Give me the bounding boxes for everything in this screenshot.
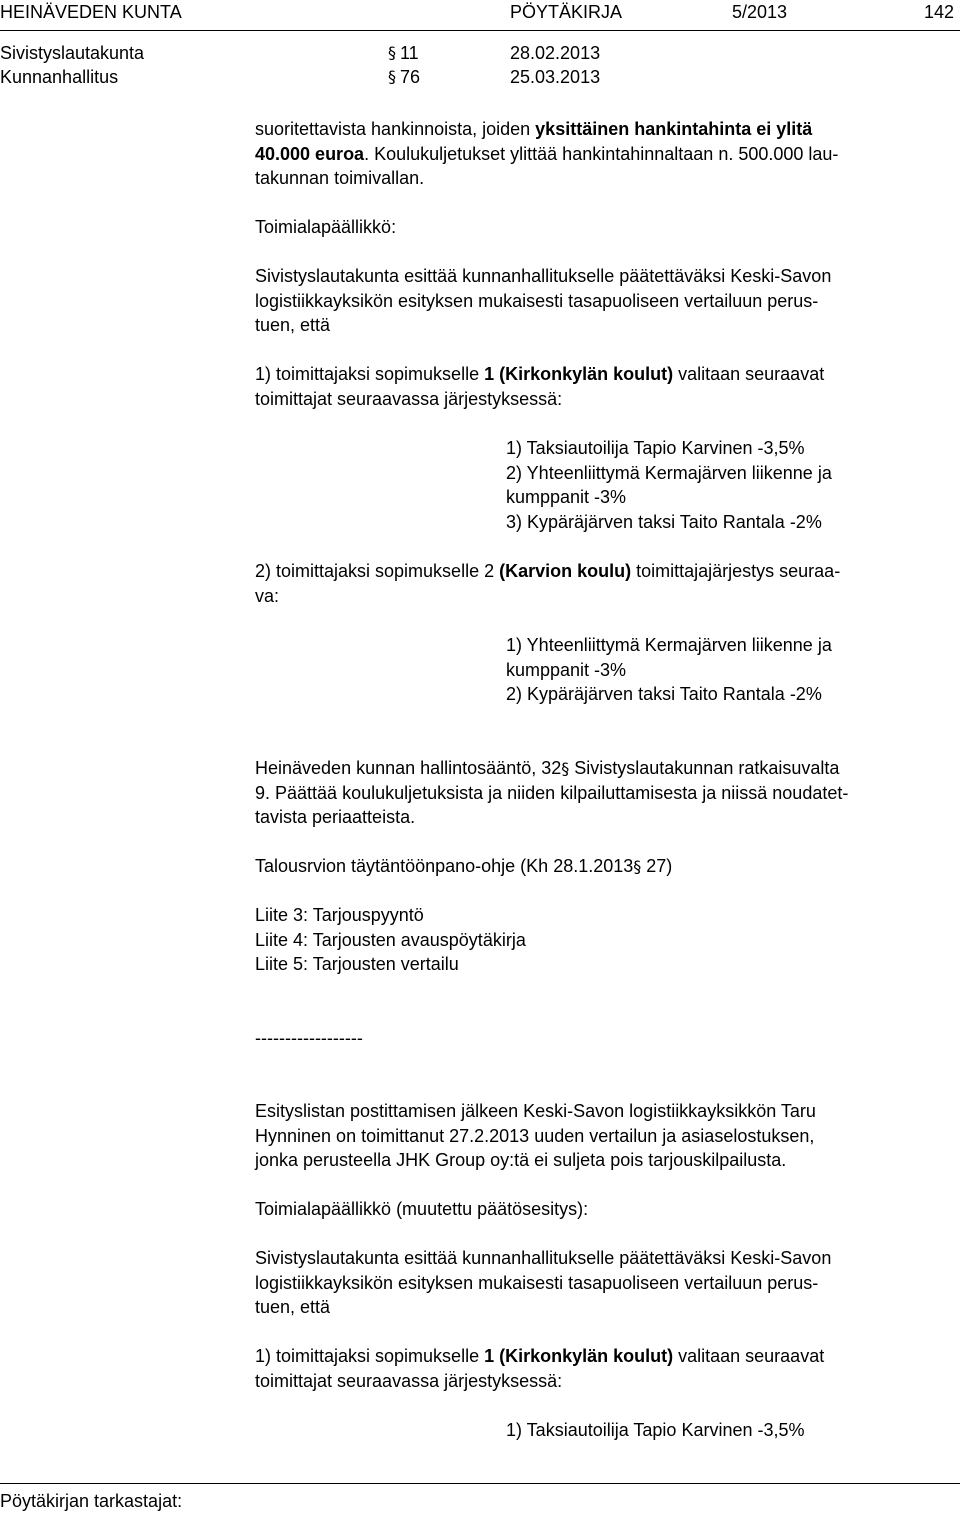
attachment-item: Liite 5: Tarjousten vertailu bbox=[255, 954, 459, 974]
contract-2-line-2: va: bbox=[255, 586, 280, 606]
intro-line-3: takunnan toimivallan. bbox=[255, 168, 425, 188]
amended-proposal-heading: Toimialapäällikkö (muutettu päätösesitys): bbox=[255, 1199, 589, 1219]
proposal-para-line: logistiikkayksikön esityksen mukaisesti tasapuoliseen vertailuun perus- bbox=[255, 291, 819, 311]
attachment-item: Liite 4: Tarjousten avauspöytäkirja bbox=[255, 930, 526, 950]
postscript-line: jonka perusteella JHK Group oy:tä ei suljeta pois tarjouskilpailusta. bbox=[255, 1150, 787, 1170]
section-mark: § bbox=[633, 857, 642, 876]
proposal-para-line: Sivistyslautakunta esittää kunnanhallitukselle päätettäväksi Keski-Savon bbox=[255, 1248, 832, 1268]
separator-line: ------------------ bbox=[255, 1028, 363, 1048]
regulation-reference-line-2: 9. Päättää koulukuljetuksista ja niiden kilpailuttamisesta ja niissä noudatet- bbox=[255, 783, 849, 803]
footer-signatories-label: Pöytäkirjan tarkastajat: bbox=[0, 1491, 183, 1511]
section-number-1: 11 bbox=[400, 43, 419, 63]
supplier-list-item: 3) Kypäräjärven taksi Taito Rantala -2% bbox=[506, 512, 822, 532]
budget-reference: Talousrvion täytäntöönpano-ohje (Kh 28.1.2013§ 27) bbox=[255, 856, 673, 876]
intro-line-1: suoritettavista hankinnoista, joiden yksittäinen hankintahinta ei ylitä bbox=[255, 119, 813, 139]
proposal-heading: Toimialapäällikkö: bbox=[255, 217, 397, 237]
supplier-list-item: kumppanit -3% bbox=[506, 660, 627, 680]
proposal-para-line: tuen, että bbox=[255, 1297, 331, 1317]
proposal-para-line: Sivistyslautakunta esittää kunnanhallitukselle päätettäväksi Keski-Savon bbox=[255, 266, 832, 286]
regulation-reference: Heinäveden kunnan hallintosääntö, 32§ Sivistyslautakunnan ratkaisuvalta bbox=[255, 758, 840, 778]
section-mark: § bbox=[561, 759, 570, 778]
page-number: 142 bbox=[924, 2, 955, 22]
section-number-2: 76 bbox=[400, 67, 421, 87]
meeting-date-2: 25.03.2013 bbox=[510, 67, 601, 87]
section-mark-2: § bbox=[388, 67, 396, 86]
body-name-2: Kunnanhallitus bbox=[0, 67, 119, 87]
contract-1-line: 1) toimittajaksi sopimukselle 1 (Kirkonkylän koulut) valitaan seuraavat bbox=[255, 1346, 825, 1366]
document-type: PÖYTÄKIRJA bbox=[510, 2, 623, 22]
supplier-list-item: 2) Kypäräjärven taksi Taito Rantala -2% bbox=[506, 684, 822, 704]
attachment-item: Liite 3: Tarjouspyyntö bbox=[255, 905, 424, 925]
meeting-date-1: 28.02.2013 bbox=[510, 43, 601, 63]
municipality-name: HEINÄVEDEN KUNTA bbox=[0, 2, 182, 22]
footer-rule bbox=[0, 1483, 960, 1484]
proposal-para-line: logistiikkayksikön esityksen mukaisesti tasapuoliseen vertailuun perus- bbox=[255, 1273, 819, 1293]
contract-1-line-2: toimittajat seuraavassa järjestyksessä: bbox=[255, 1371, 563, 1391]
contract-1-line: 1) toimittajaksi sopimukselle 1 (Kirkonkylän koulut) valitaan seuraavat bbox=[255, 364, 825, 384]
supplier-list-item: 1) Taksiautoilija Tapio Karvinen -3,5% bbox=[506, 438, 805, 458]
supplier-list-item: 1) Taksiautoilija Tapio Karvinen -3,5% bbox=[506, 1420, 805, 1440]
document-number: 5/2013 bbox=[732, 2, 788, 22]
supplier-list-item: 1) Yhteenliittymä Kermajärven liikenne ja bbox=[506, 635, 832, 655]
section-mark-1: § bbox=[388, 43, 396, 62]
intro-line-2: 40.000 euroa. Koulukuljetukset ylittää hankintahinnaltaan n. 500.000 lau- bbox=[255, 144, 839, 164]
header-rule bbox=[0, 30, 960, 31]
contract-2-line: 2) toimittajaksi sopimukselle 2 (Karvion koulu) toimittajajärjestys seuraa- bbox=[255, 561, 841, 581]
supplier-list-item: kumppanit -3% bbox=[506, 487, 627, 507]
postscript-line: Esityslistan postittamisen jälkeen Keski-Savon logistiikkayksikkön Taru bbox=[255, 1101, 816, 1121]
regulation-reference-line-3: tavista periaatteista. bbox=[255, 807, 416, 827]
supplier-list-item: 2) Yhteenliittymä Kermajärven liikenne ja bbox=[506, 463, 832, 483]
body-name-1: Sivistyslautakunta bbox=[0, 43, 145, 63]
proposal-para-line: tuen, että bbox=[255, 315, 331, 335]
contract-1-line-2: toimittajat seuraavassa järjestyksessä: bbox=[255, 389, 563, 409]
postscript-line: Hynninen on toimittanut 27.2.2013 uuden vertailun ja asiaselostuksen, bbox=[255, 1126, 815, 1146]
